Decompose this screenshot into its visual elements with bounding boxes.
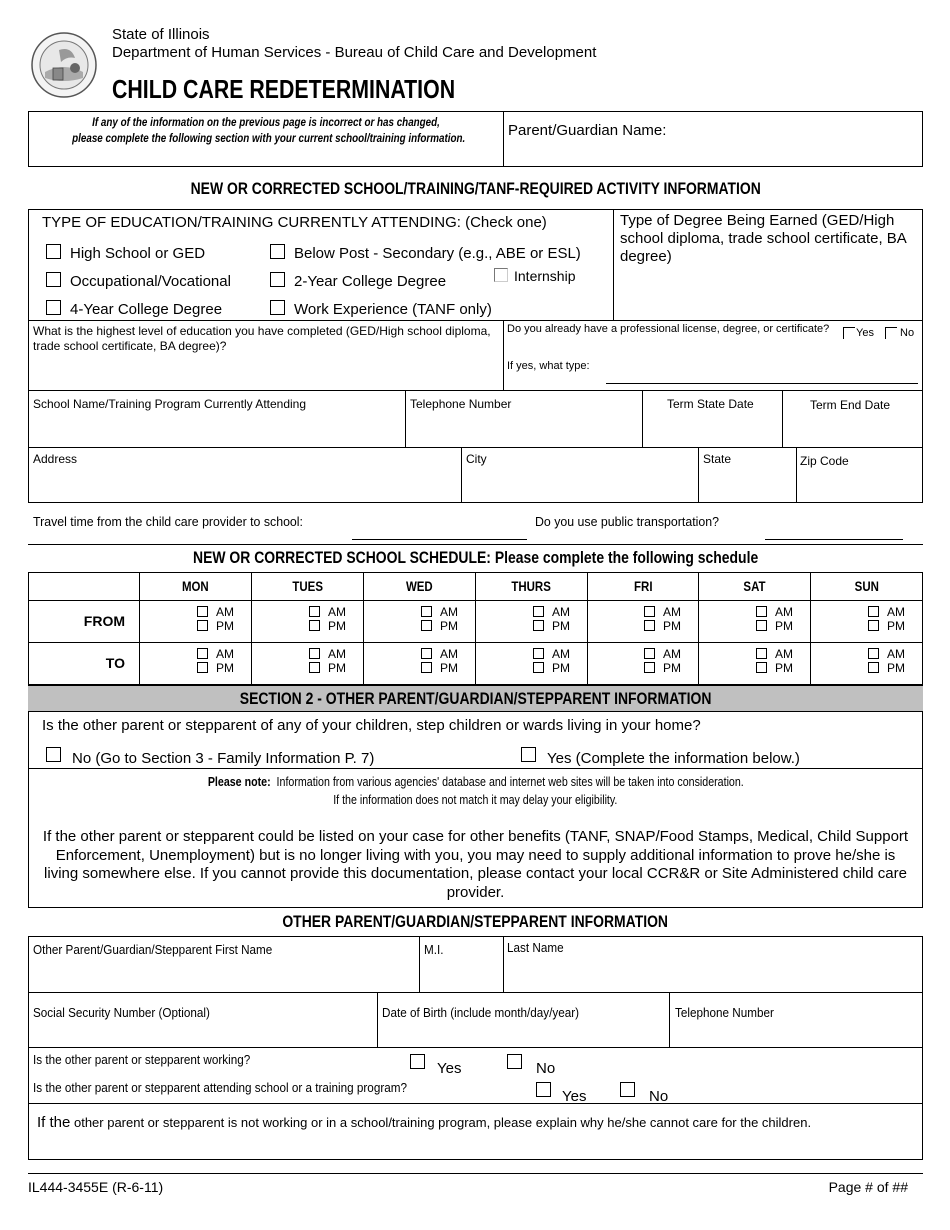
am-option[interactable] [197,648,237,661]
dob-field[interactable] [378,1022,668,1046]
checkbox[interactable] [270,244,285,259]
am-option[interactable] [533,648,573,661]
option-label: Internship [514,268,576,284]
checkbox[interactable] [270,300,285,315]
schedule-heading [28,548,923,568]
checkbox[interactable] [494,268,508,282]
agency-line-2: Department of Human Services - Bureau of Child Care and Development [112,44,597,61]
ssn-text: Social Security Number (Optional) [33,1005,210,1020]
option-label: Occupational/Vocational [70,273,231,290]
am-option[interactable] [533,606,573,619]
agency-line-1: State of Illinois [112,26,210,43]
dob-label [382,1005,601,1020]
schedule-cell-to-fri[interactable] [588,643,699,685]
working-yes-option[interactable] [410,1054,462,1077]
checkbox[interactable] [868,662,879,673]
divider [28,1103,923,1104]
public-transport-label [535,514,729,529]
working-question-text: Is the other parent or stepparent working? [33,1052,251,1067]
am-option[interactable] [868,606,908,619]
option-label: 4-Year College Degree [70,301,223,318]
school-section-heading [28,179,923,199]
yes-label: Yes [856,327,874,339]
form-number: IL444-3455E (R-6-11) [28,1179,164,1195]
checkbox[interactable] [644,662,655,673]
pm-option[interactable] [197,620,237,633]
notice-line-2: please complete the following section with your current school/training information. [72,131,466,145]
parent-name-field[interactable] [504,140,922,166]
checkbox[interactable] [533,606,544,617]
license-type-field[interactable] [606,383,918,384]
checkbox[interactable] [270,272,285,287]
other-parent-heading-text: OTHER PARENT/GUARDIAN/STEPPARENT INFORMATION [282,912,669,931]
city-label: City [466,452,487,466]
pm-label: PM [775,619,793,633]
schedule-cell-to-wed[interactable] [364,643,476,685]
school-name-label: School Name/Training Program Currently Attending [33,397,307,411]
mi-text: M.I. [424,942,444,957]
schedule-cell-to-sat[interactable] [699,643,811,685]
schedule-cell-from-sun[interactable] [811,601,922,643]
address-label: Address [33,452,78,466]
pm-option[interactable] [421,662,461,675]
travel-time-text: Travel time from the child care provider to school: [33,514,303,529]
checkbox[interactable] [421,662,432,673]
day-label: THURS [511,578,552,594]
am-label: AM [775,647,793,661]
page-number: Page # of ## [828,1179,908,1195]
checkbox[interactable] [197,620,208,631]
state-label: State [703,452,732,466]
state-field[interactable] [699,468,795,502]
first-name-text: Other Parent/Guardian/Stepparent First Name [33,942,273,957]
checkbox[interactable] [843,327,855,339]
schedule-cell-from-wed[interactable] [364,601,476,643]
term-end-field[interactable] [783,414,922,446]
note-paragraph-text: If the other parent or stepparent could be listed on your case for other benefits (TANF, SNAP/Food Stamps, Medical, Child Support Enforcement, Unemployment) but is no longer living with you, you may need to supply additional information to prove he/she is living somewhere else. If you cannot provide this documentation, please contact your local CCR&R or Site Administered child care provider. [42,828,909,901]
am-option[interactable] [868,648,908,661]
checkbox[interactable] [507,1054,522,1069]
license-question-text: Do you already have a professional license, degree, or certificate? [507,323,830,335]
telephone-field[interactable] [406,414,641,446]
schedule-day-mon [140,573,252,601]
schedule-cell-from-thurs[interactable] [476,601,588,643]
checkbox[interactable] [421,648,432,659]
checkbox[interactable] [197,662,208,673]
zip-field[interactable] [797,468,922,502]
working-question [33,1052,274,1067]
pm-option[interactable] [197,662,237,675]
last-name-label [507,940,570,955]
am-option[interactable] [197,606,237,619]
schedule-heading-text: NEW OR CORRECTED SCHOOL SCHEDULE: Please complete the following schedule [192,548,759,567]
page-title [112,74,530,105]
checkbox[interactable] [756,648,767,659]
license-yes-option[interactable] [843,327,874,339]
am-option[interactable] [756,606,796,619]
pm-label: PM [552,661,570,675]
schedule-day-tues [252,573,364,601]
education-type-label: TYPE OF EDUCATION/TRAINING CURRENTLY ATTENDING: (Check one) [42,214,547,231]
note-line-1: Information from various agencies' database and internet web sites will be taken into consideration. [276,774,744,789]
note-line-2: If the information does not match it may delay your eligibility. [333,792,618,807]
travel-time-label [33,514,317,529]
schedule-cell-from-fri[interactable] [588,601,699,643]
checkbox[interactable] [46,244,61,259]
pm-option[interactable] [756,662,796,675]
first-name-field[interactable] [29,960,418,991]
day-label: SAT [743,578,766,594]
schedule-day-fri [588,573,699,601]
option-occupational[interactable] [46,272,231,290]
pm-label: PM [775,661,793,675]
schedule-day-wed [364,573,476,601]
zip-label: Zip Code [800,454,849,468]
day-label: FRI [633,578,653,594]
checkbox[interactable] [533,620,544,631]
day-label: MON [182,578,209,594]
divider [503,320,504,390]
living-yes-option[interactable] [521,747,800,767]
option-label: No (Go to Section 3 - Family Information P. 7) [72,750,375,767]
checkbox[interactable] [868,606,879,617]
pm-label: PM [328,661,346,675]
option-below-post-secondary[interactable] [270,244,581,262]
checkbox[interactable] [868,648,879,659]
license-no-option[interactable] [885,327,914,339]
checkbox[interactable] [533,648,544,659]
no-label: No [649,1088,669,1105]
checkbox[interactable] [46,272,61,287]
school-question-text: Is the other parent or stepparent attending school or a training program? [33,1080,407,1095]
schedule-table [28,572,923,685]
pm-label: PM [216,619,234,633]
notice-line-1: If any of the information on the previous page is incorrect or has changed, [92,115,440,129]
am-label: AM [552,647,570,661]
checkbox[interactable] [756,606,767,617]
option-2-year-college[interactable] [270,272,446,290]
footer-divider [28,1173,923,1174]
divider [28,447,923,448]
checkbox[interactable] [410,1054,425,1069]
am-label: AM [887,605,905,619]
checkbox[interactable] [421,606,432,617]
pm-option[interactable] [533,662,573,675]
checkbox[interactable] [309,662,320,673]
pm-label: PM [440,619,458,633]
pm-option[interactable] [644,620,684,633]
am-option[interactable] [644,606,684,619]
option-label: 2-Year College Degree [294,273,447,290]
section2-heading-text: SECTION 2 - OTHER PARENT/GUARDIAN/STEPPARENT INFORMATION [239,689,712,708]
pm-label: PM [216,661,234,675]
divider [28,992,923,993]
pm-option[interactable] [533,620,573,633]
am-label: AM [552,605,570,619]
school-yes-option[interactable] [536,1082,587,1105]
school-name-field[interactable] [29,414,404,446]
phone-field[interactable] [670,1022,922,1046]
explain-field[interactable] [29,1133,922,1159]
school-question [33,1080,449,1095]
page-title-text: CHILD CARE REDETERMINATION [112,74,456,104]
note-bold: Please note: [207,774,271,789]
yes-label: Yes [562,1088,587,1105]
phone-label [675,1005,785,1020]
am-label: AM [663,647,681,661]
divider [28,544,923,545]
ssn-label [33,1005,230,1020]
explain-label [37,1114,811,1132]
checkbox[interactable] [521,747,536,762]
checkbox[interactable] [421,620,432,631]
option-work-experience[interactable] [270,300,492,318]
phone-text: Telephone Number [675,1005,774,1020]
divider [28,390,923,391]
schedule-day-thurs [476,573,588,601]
address-field[interactable] [29,468,460,502]
public-transport-text: Do you use public transportation? [535,514,720,529]
checkbox[interactable] [885,327,897,339]
section2-heading-bar [28,685,923,712]
option-label: Below Post - Secondary (e.g., ABE or ESL) [294,245,581,262]
option-label: Yes (Complete the information below.) [547,750,800,767]
checkbox[interactable] [197,648,208,659]
am-label: AM [440,647,458,661]
pm-option[interactable] [421,620,461,633]
checkbox[interactable] [644,606,655,617]
pm-label: PM [663,619,681,633]
mi-field[interactable] [420,960,502,991]
am-label: AM [216,605,234,619]
term-end-label: Term End Date [810,398,891,412]
highest-education-label: What is the highest level of education you have completed (GED/High school diploma, trade school certificate, BA degree)? [33,324,491,353]
living-no-option[interactable] [46,747,374,767]
pm-option[interactable] [868,662,908,675]
option-4-year-college[interactable] [46,300,222,318]
pm-option[interactable] [309,620,349,633]
schedule-day-sat [699,573,811,601]
am-label: AM [775,605,793,619]
pm-label: PM [440,661,458,675]
last-name-text: Last Name [507,940,564,955]
public-transport-field[interactable] [765,539,903,540]
am-label: AM [663,605,681,619]
pm-label: PM [887,661,905,675]
am-option[interactable] [309,648,349,661]
am-option[interactable] [756,648,796,661]
pm-option[interactable] [868,620,908,633]
divider [28,768,923,769]
checkbox[interactable] [46,300,61,315]
am-label: AM [328,605,346,619]
pm-label: PM [328,619,346,633]
living-question: Is the other parent or stepparent of any of your children, step children or wards living in your home? [42,717,701,734]
am-label: AM [216,647,234,661]
pm-option[interactable] [644,662,684,675]
yes-label: Yes [437,1060,462,1077]
schedule-cell-from-mon[interactable] [140,601,252,643]
please-note [28,773,923,809]
degree-type-label: Type of Degree Being Earned (GED/High school diploma, trade school certificate, BA degree) [620,212,906,265]
option-label: High School or GED [70,245,206,262]
checkbox[interactable] [536,1082,551,1097]
checkbox[interactable] [309,620,320,631]
explain-prefix: If the [37,1114,71,1131]
day-label: SUN [854,578,879,594]
schedule-corner [29,573,140,601]
am-label: AM [440,605,458,619]
checkbox[interactable] [644,648,655,659]
no-label: No [536,1060,556,1077]
degree-type-field[interactable] [614,268,922,319]
travel-time-field[interactable] [352,539,527,540]
term-start-label: Term State Date [667,397,754,411]
term-start-field[interactable] [643,414,781,446]
ssn-field[interactable] [29,1022,376,1046]
checkbox[interactable] [868,620,879,631]
am-option[interactable] [421,648,461,661]
pm-option[interactable] [756,620,796,633]
state-seal-icon [31,32,97,98]
option-label: Work Experience (TANF only) [294,301,492,318]
am-option[interactable] [421,606,461,619]
option-internship[interactable] [494,268,575,284]
last-name-field[interactable] [504,960,922,991]
day-label: TUES [292,578,323,594]
parent-name-label: Parent/Guardian Name: [508,122,667,139]
checkbox[interactable] [756,662,767,673]
checkbox[interactable] [756,620,767,631]
explain-text: other parent or stepparent is not working or in a school/training program, please explain why he/she cannot care for the children. [70,1115,812,1130]
am-option[interactable] [644,648,684,661]
schedule-day-sun [811,573,922,601]
checkbox[interactable] [620,1082,635,1097]
schedule-cell-from-sat[interactable] [699,601,811,643]
checkbox[interactable] [46,747,61,762]
school-section-heading-text: NEW OR CORRECTED SCHOOL/TRAINING/TANF-REQUIRED ACTIVITY INFORMATION [190,179,761,198]
schedule-cell-to-mon[interactable] [140,643,252,685]
school-no-option[interactable] [620,1082,669,1105]
am-label: AM [328,647,346,661]
schedule-cell-to-thurs[interactable] [476,643,588,685]
checkbox[interactable] [533,662,544,673]
pm-option[interactable] [309,662,349,675]
license-question [507,323,829,335]
license-type-label: If yes, what type: [507,360,590,372]
checkbox[interactable] [644,620,655,631]
schedule-row-from: FROM [29,601,140,643]
telephone-label: Telephone Number [410,397,512,411]
day-label: WED [406,578,433,594]
option-high-school[interactable] [46,244,205,262]
schedule-cell-from-tues[interactable] [252,601,364,643]
mi-label [424,942,446,957]
pm-label: PM [552,619,570,633]
am-option[interactable] [309,606,349,619]
schedule-row-to: TO [29,643,140,685]
checkbox[interactable] [197,606,208,617]
first-name-label [33,942,299,957]
city-field[interactable] [462,468,697,502]
divider [28,1047,923,1048]
other-parent-heading [28,912,923,932]
no-label: No [900,327,915,339]
intro-notice [29,114,503,146]
working-no-option[interactable] [507,1054,556,1077]
note-paragraph [38,828,913,902]
divider [28,320,923,321]
pm-label: PM [887,619,905,633]
highest-education-field[interactable] [29,356,502,389]
schedule-cell-to-sun[interactable] [811,643,922,685]
checkbox[interactable] [309,648,320,659]
pm-label: PM [663,661,681,675]
schedule-cell-to-tues[interactable] [252,643,364,685]
checkbox[interactable] [309,606,320,617]
am-label: AM [887,647,905,661]
dob-text: Date of Birth (include month/day/year) [382,1005,580,1020]
